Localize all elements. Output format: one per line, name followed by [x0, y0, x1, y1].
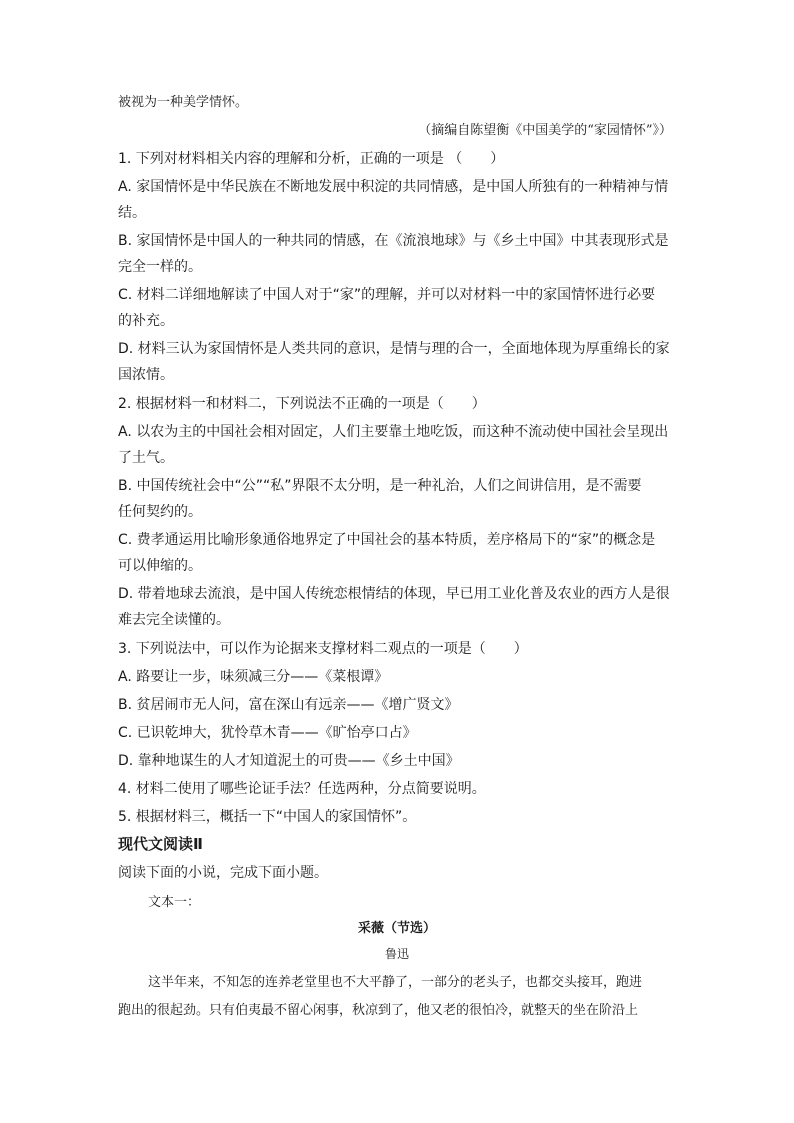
q2-option-a-cont: 了土气。: [118, 450, 174, 466]
q3-option-d: D. 靠种地谋生的人才知道泥土的可贵——《乡土中国》: [118, 753, 460, 769]
section-title: 现代文阅读Ⅱ: [118, 835, 203, 853]
q3-option-c: C. 已识乾坤大，犹怜草木青——《旷怡亭口占》: [118, 725, 417, 741]
q1-stem: 1. 下列对材料相关内容的理解和分析，正确的一项是 （ ）: [118, 151, 505, 167]
story-author: 鲁迅: [384, 947, 409, 961]
q1-option-a: A. 家国情怀是中华民族在不断地发展中积淀的共同情感，是中国人所独有的一种精神与情: [118, 179, 669, 195]
q3-option-a: A. 路要让一步，味须减三分——《菜根谭》: [118, 669, 389, 685]
q1-option-b: B. 家国情怀是中国人的一种共同的情感，在《流浪地球》与《乡土中国》中其表现形式是: [118, 233, 669, 249]
q1-option-d: D. 材料三认为家国情怀是人类共同的意识，是情与理的合一，全面地体现为厚重绵长的家: [118, 341, 670, 357]
q2-option-d: D. 带着地球去流浪，是中国人传统恋根情结的体现，早已用工业化普及农业的西方人是很: [118, 586, 670, 602]
intro-tail: 被视为一种美学情怀。: [118, 95, 249, 110]
q3-option-b: B. 贫居闹市无人问，富在深山有远亲——《增广贤文》: [118, 697, 459, 713]
q2-option-b-cont: 任何契约的。: [118, 504, 202, 520]
text-label: 文本一：: [148, 895, 201, 910]
q2-stem: 2. 根据材料一和材料二，下列说法不正确的一项是（ ）: [118, 396, 486, 412]
q2-option-c-cont: 可以伸缩的。: [118, 558, 202, 574]
q4-stem: 4. 材料二使用了哪些论证手法？任选两种，分点简要说明。: [118, 781, 486, 797]
q2-option-b: B. 中国传统社会中“公”“私”界限不太分明，是一种礼治，人们之间讲信用，是不需要: [118, 478, 642, 494]
story-title: 采薇（节选）: [357, 921, 436, 936]
reading-instruction: 阅读下面的小说，完成下面小题。: [118, 865, 328, 881]
q1-option-c-cont: 的补充。: [118, 313, 174, 329]
q1-option-a-cont: 结。: [118, 205, 146, 221]
q2-option-d-cont: 难去完全读懂的。: [118, 612, 230, 628]
q1-option-d-cont: 国浓情。: [118, 367, 174, 383]
q1-option-b-cont: 完全一样的。: [118, 259, 202, 275]
q2-option-a: A. 以农为主的中国社会相对固定，人们主要靠土地吃饭，而这种不流动使中国社会呈现出: [118, 424, 669, 440]
story-paragraph-line-2: 跑出的很起劲。只有伯夷最不留心闲事，秋凉到了，他又老的很怕冷，就整天的坐在阶沿上: [118, 1003, 639, 1018]
q1-option-c: C. 材料二详细地解读了中国人对于“家”的理解，并可以对材料一中的家国情怀进行必要: [118, 287, 656, 303]
q5-stem: 5. 根据材料三，概括一下“中国人的家国情怀”。: [118, 809, 417, 825]
source-citation: （摘编自陈望衡《中国美学的“家园情怀”》）: [418, 123, 672, 138]
q2-option-c: C. 费孝通运用比喻形象通俗地界定了中国社会的基本特质，差序格局下的“家”的概念是: [118, 532, 656, 548]
q3-stem: 3. 下列说法中，可以作为论据来支撑材料二观点的一项是（ ）: [118, 641, 528, 657]
story-paragraph-line-1: 这半年来，不知怎的连养老堂里也不大平静了，一部分的老头子，也都交头接耳，跑进: [148, 975, 643, 990]
